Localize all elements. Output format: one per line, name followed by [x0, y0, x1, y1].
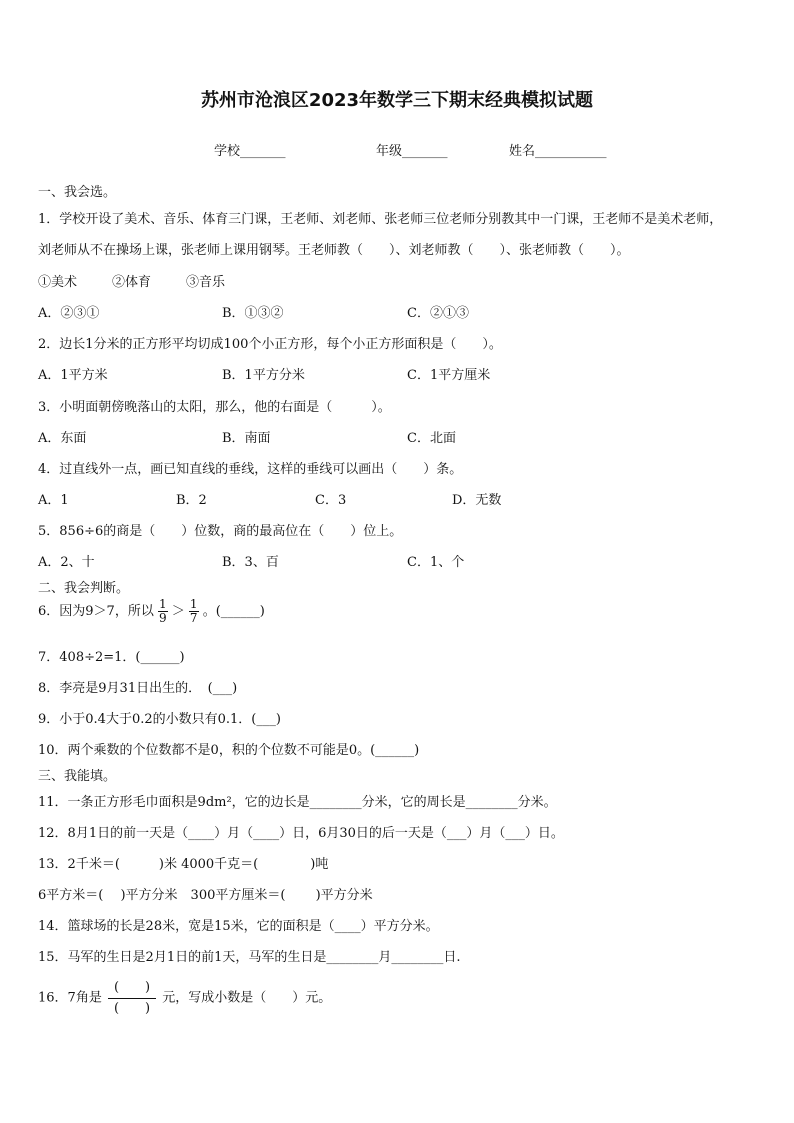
q6-fraction-1-denominator: 9: [158, 611, 167, 626]
school-field: 学校_______: [214, 144, 286, 159]
q4-option-a: A．1: [38, 493, 69, 508]
q16-fraction-numerator: ( ): [108, 978, 156, 999]
q16-post: 元，写成小数是（ ）元。: [162, 990, 332, 1006]
q4-option-c: C．3: [315, 493, 347, 508]
q1-option-c: C．②①③: [407, 306, 469, 321]
q3-option-c: C．北面: [407, 431, 456, 446]
q8: 8．李亮是9月31日出生的． (___): [38, 681, 238, 696]
q5-option-a: A．2、十: [38, 555, 95, 570]
name-field: 姓名___________: [509, 144, 607, 159]
q5-option-b: B．3、百: [222, 555, 279, 570]
q6-fraction-2-denominator: 7: [189, 611, 198, 626]
q3-option-a: A．东面: [38, 431, 87, 446]
q3-option-b: B．南面: [222, 431, 271, 446]
q6-greater-than: ＞: [171, 604, 185, 620]
section-1-heading: 一、我会选。: [38, 185, 117, 200]
q14: 14．篮球场的长是28米，宽是15米，它的面积是（____）平方分米。: [38, 919, 439, 934]
q1-option-a: A．②③①: [38, 306, 100, 321]
q1-line2: 刘老师从不在操场上课，张老师上课用钢琴。王老师教（ ）、刘老师教（ ）、张老师教（ ）。: [38, 243, 630, 258]
q5-stem: 5．856÷6的商是（ ）位数，商的最高位在（ ）位上。: [38, 524, 403, 539]
q13-line1: 13．2千米＝( )米 4000千克＝( )吨: [38, 857, 329, 872]
q11: 11．一条正方形毛巾面积是9dm²，它的边长是________分米，它的周长是________分米。: [38, 795, 557, 810]
q6-pre: 6．因为9＞7，所以: [38, 604, 154, 620]
q15: 15．马军的生日是2月1日的前1天，马军的生日是________月________日.: [38, 950, 461, 965]
q1-item-2: ②体育: [112, 275, 152, 290]
q1-line1: 1．学校开设了美术、音乐、体育三门课，王老师、刘老师、张老师三位老师分别教其中一门课，王老师不是美术老师，: [38, 212, 723, 227]
grade-field: 年级_______: [376, 144, 448, 159]
section-2-heading: 二、我会判断。: [38, 581, 130, 596]
q2-option-b: B．1平方分米: [222, 368, 305, 383]
q4-option-b: B．2: [176, 493, 207, 508]
q1-item-1: ①美术: [38, 275, 78, 290]
q2-option-c: C．1平方厘米: [407, 368, 491, 383]
q6-fraction-2-numerator: 1: [189, 597, 198, 611]
q6-fraction-2: [189, 598, 199, 625]
q13-line2: 6平方米＝( )平方分米 300平方厘米＝( )平方分米: [38, 888, 373, 903]
section-3-heading: 三、我能填。: [38, 769, 117, 784]
q6-post: 。(______): [202, 604, 265, 620]
q1-option-b: B．①③②: [222, 306, 284, 321]
q3-stem: 3．小明面朝傍晚落山的太阳，那么，他的右面是（ ）。: [38, 400, 391, 415]
page-title: 苏州市沧浪区2023年数学三下期末经典模拟试题: [200, 90, 594, 111]
q7: 7．408÷2=1．(______): [38, 650, 185, 665]
q16: [38, 978, 331, 1018]
q2-stem: 2．边长1分米的正方形平均切成100个小正方形，每个小正方形面积是（ ）。: [38, 337, 502, 352]
q10: 10．两个乘数的个位数都不是0，积的个位数不可能是0。(______): [38, 743, 420, 758]
q4-stem: 4．过直线外一点，画已知直线的垂线，这样的垂线可以画出（ ）条。: [38, 462, 463, 477]
q5-option-c: C．1、个: [407, 555, 465, 570]
q6: [38, 598, 265, 625]
q16-pre: 16．7角是: [38, 990, 102, 1006]
q12: 12．8月1日的前一天是（____）月（____）日，6月30日的后一天是（___）月（___）日。: [38, 826, 564, 841]
q16-fraction: [108, 978, 156, 1018]
q4-option-d: D．无数: [452, 493, 502, 508]
q2-option-a: A．1平方米: [38, 368, 108, 383]
q9: 9．小于0.4大于0.2的小数只有0.1．(___): [38, 712, 281, 727]
q6-fraction-1: [158, 598, 168, 625]
q6-fraction-1-numerator: 1: [158, 597, 167, 611]
q1-item-3: ③音乐: [186, 275, 226, 290]
q16-fraction-denominator: ( ): [113, 1000, 151, 1016]
